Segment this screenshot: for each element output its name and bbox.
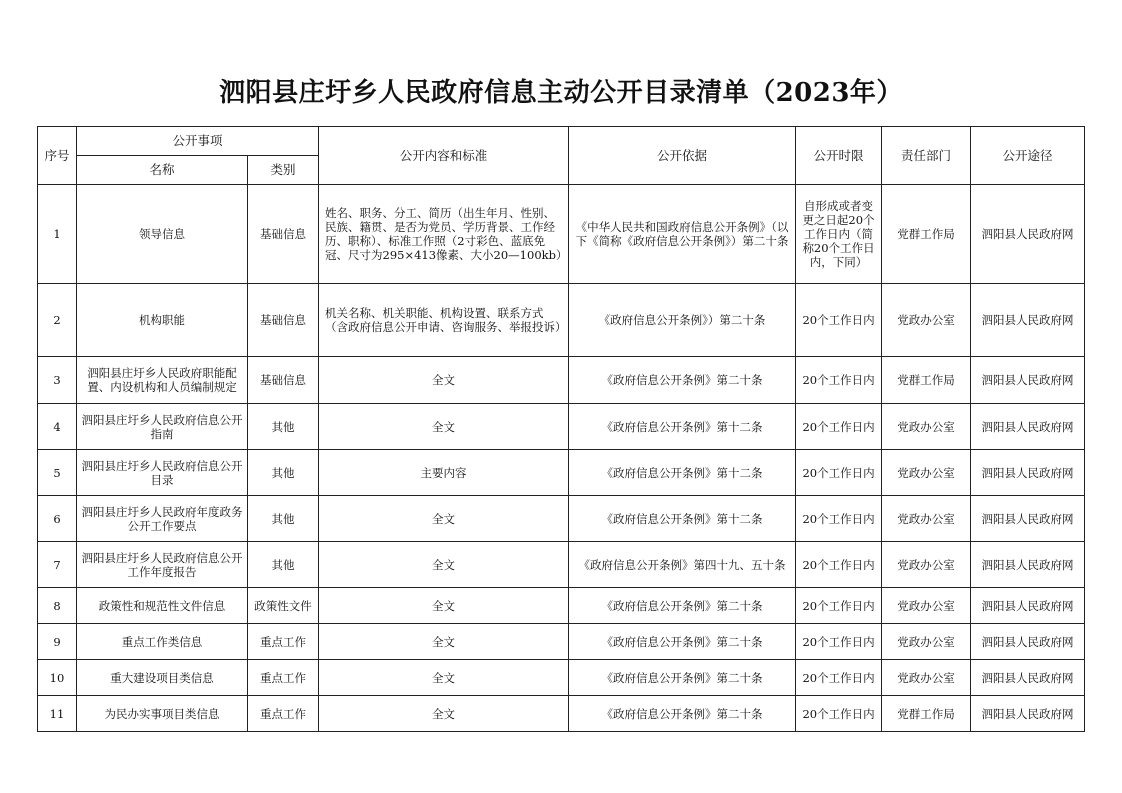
- row-department: 党政办公室: [882, 588, 971, 624]
- row-category: 基础信息: [248, 185, 319, 284]
- row-content: 主要内容: [319, 450, 569, 496]
- row-channel: 泗阳县人民政府网: [971, 496, 1085, 542]
- table-row: [38, 660, 1085, 696]
- row-index: 3: [38, 357, 77, 404]
- row-basis: 《政府信息公开条例》第二十条: [569, 696, 796, 732]
- row-basis: 《政府信息公开条例》第十二条: [569, 450, 796, 496]
- row-channel: 泗阳县人民政府网: [971, 696, 1085, 732]
- header-item-group: 公开事项: [77, 127, 319, 156]
- header-index: 序号: [38, 127, 77, 185]
- row-basis: 《政府信息公开条例》第十二条: [569, 496, 796, 542]
- row-basis: 《政府信息公开条例》第二十条: [569, 624, 796, 660]
- header-basis: 公开依据: [569, 127, 796, 185]
- row-name: 泗阳县庄圩乡人民政府信息公开工作年度报告: [77, 542, 248, 588]
- row-content: 全文: [319, 696, 569, 732]
- row-time-limit: 20个工作日内: [796, 404, 882, 450]
- row-channel: 泗阳县人民政府网: [971, 185, 1085, 284]
- row-time-limit: 20个工作日内: [796, 588, 882, 624]
- header-channel: 公开途径: [971, 127, 1085, 185]
- row-time-limit: 20个工作日内: [796, 624, 882, 660]
- row-category: 基础信息: [248, 357, 319, 404]
- row-category: 基础信息: [248, 284, 319, 357]
- row-content: 全文: [319, 496, 569, 542]
- row-index: 6: [38, 496, 77, 542]
- row-content: 全文: [319, 357, 569, 404]
- row-name: 领导信息: [77, 185, 248, 284]
- row-time-limit: 20个工作日内: [796, 450, 882, 496]
- table-row: [38, 624, 1085, 660]
- row-category: 政策性文件: [248, 588, 319, 624]
- row-basis: 《政府信息公开条例》第二十条: [569, 588, 796, 624]
- row-content: 全文: [319, 542, 569, 588]
- row-time-limit: 20个工作日内: [796, 660, 882, 696]
- row-basis: 《政府信息公开条例》）第二十条: [569, 284, 796, 357]
- row-department: 党政办公室: [882, 450, 971, 496]
- row-name: 重点工作类信息: [77, 624, 248, 660]
- row-name: 泗阳县庄圩乡人民政府信息公开目录: [77, 450, 248, 496]
- row-category: 其他: [248, 496, 319, 542]
- row-time-limit: 20个工作日内: [796, 357, 882, 404]
- row-channel: 泗阳县人民政府网: [971, 624, 1085, 660]
- row-name: 重大建设项目类信息: [77, 660, 248, 696]
- table-row: [38, 404, 1085, 450]
- header-department: 责任部门: [882, 127, 971, 185]
- row-department: 党群工作局: [882, 185, 971, 284]
- table-row: [38, 284, 1085, 357]
- row-index: 11: [38, 696, 77, 732]
- row-time-limit: 20个工作日内: [796, 496, 882, 542]
- row-name: 泗阳县庄圩乡人民政府职能配置、内设机构和人员编制规定: [77, 357, 248, 404]
- row-basis: 《中华人民共和国政府信息公开条例》（以下《简称《政府信息公开条例》）第二十条: [569, 185, 796, 284]
- row-time-limit: 自形成或者变更之日起20个工作日内（简称20个工作日内，下同）: [796, 185, 882, 284]
- row-basis: 《政府信息公开条例》第二十条: [569, 357, 796, 404]
- row-name: 机构职能: [77, 284, 248, 357]
- row-index: 9: [38, 624, 77, 660]
- row-category: 重点工作: [248, 696, 319, 732]
- row-department: 党政办公室: [882, 660, 971, 696]
- row-content: 全文: [319, 404, 569, 450]
- row-index: 8: [38, 588, 77, 624]
- row-category: 其他: [248, 404, 319, 450]
- row-category: 其他: [248, 450, 319, 496]
- row-time-limit: 20个工作日内: [796, 696, 882, 732]
- header-time-limit: 公开时限: [796, 127, 882, 185]
- table-row: [38, 696, 1085, 732]
- row-name: 泗阳县庄圩乡人民政府信息公开指南: [77, 404, 248, 450]
- row-department: 党群工作局: [882, 357, 971, 404]
- header-category: 类别: [248, 156, 319, 185]
- row-department: 党政办公室: [882, 496, 971, 542]
- row-index: 5: [38, 450, 77, 496]
- document-title: 泗阳县庄圩乡人民政府信息主动公开目录清单（2023年）: [219, 78, 903, 108]
- row-channel: 泗阳县人民政府网: [971, 450, 1085, 496]
- row-index: 10: [38, 660, 77, 696]
- row-category: 重点工作: [248, 624, 319, 660]
- row-basis: 《政府信息公开条例》第二十条: [569, 660, 796, 696]
- table-row: [38, 542, 1085, 588]
- row-department: 党政办公室: [882, 624, 971, 660]
- row-name: 泗阳县庄圩乡人民政府年度政务公开工作要点: [77, 496, 248, 542]
- row-department: 党群工作局: [882, 696, 971, 732]
- row-basis: 《政府信息公开条例》第十二条: [569, 404, 796, 450]
- row-content: 全文: [319, 624, 569, 660]
- row-index: 1: [38, 185, 77, 284]
- row-category: 其他: [248, 542, 319, 588]
- table-row: [38, 185, 1085, 284]
- row-content: 姓名、职务、分工、简历（出生年月、性别、民族、籍贯、是否为党员、学历背景、工作经历、职称）、标准工作照（2寸彩色、蓝底免冠、尺寸为295×413像素、大小20—100kb）: [319, 185, 569, 284]
- row-category: 重点工作: [248, 660, 319, 696]
- row-index: 2: [38, 284, 77, 357]
- row-channel: 泗阳县人民政府网: [971, 660, 1085, 696]
- row-name: 为民办实事项目类信息: [77, 696, 248, 732]
- row-department: 党政办公室: [882, 284, 971, 357]
- header-name: 名称: [77, 156, 248, 185]
- row-department: 党政办公室: [882, 404, 971, 450]
- row-department: 党政办公室: [882, 542, 971, 588]
- row-time-limit: 20个工作日内: [796, 542, 882, 588]
- table-row: [38, 496, 1085, 542]
- row-content: 全文: [319, 660, 569, 696]
- row-index: 4: [38, 404, 77, 450]
- table-row: [38, 450, 1085, 496]
- disclosure-catalog-table: [37, 126, 1085, 732]
- row-name: 政策性和规范性文件信息: [77, 588, 248, 624]
- row-channel: 泗阳县人民政府网: [971, 357, 1085, 404]
- row-channel: 泗阳县人民政府网: [971, 588, 1085, 624]
- row-channel: 泗阳县人民政府网: [971, 404, 1085, 450]
- header-content: 公开内容和标准: [319, 127, 569, 185]
- table-row: [38, 357, 1085, 404]
- row-time-limit: 20个工作日内: [796, 284, 882, 357]
- row-content: 全文: [319, 588, 569, 624]
- row-channel: 泗阳县人民政府网: [971, 542, 1085, 588]
- row-index: 7: [38, 542, 77, 588]
- table-row: [38, 588, 1085, 624]
- row-basis: 《政府信息公开条例》第四十九、五十条: [569, 542, 796, 588]
- row-content: 机关名称、机关职能、机构设置、联系方式（含政府信息公开申请、咨询服务、举报投诉）: [319, 284, 569, 357]
- row-channel: 泗阳县人民政府网: [971, 284, 1085, 357]
